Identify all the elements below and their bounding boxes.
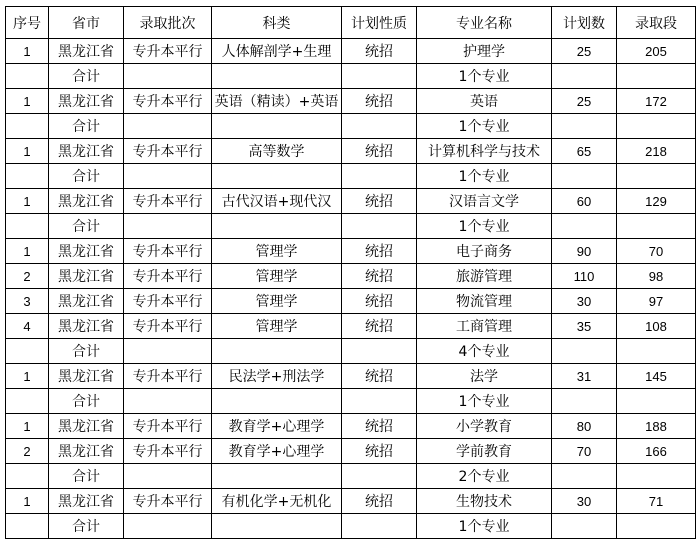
cell-major: 汉语言文学 (417, 189, 552, 214)
cell-plan-type: 统招 (342, 439, 417, 464)
empty-cell (212, 214, 342, 239)
cell-score: 108 (617, 314, 696, 339)
header-province: 省市 (49, 7, 124, 39)
cell-index: 1 (6, 489, 49, 514)
header-major: 专业名称 (417, 7, 552, 39)
empty-cell (552, 214, 617, 239)
cell-index: 1 (6, 139, 49, 164)
empty-cell (552, 64, 617, 89)
cell-subjects: 古代汉语+现代汉 (212, 189, 342, 214)
cell-subjects: 民法学+刑法学 (212, 364, 342, 389)
empty-cell (124, 214, 212, 239)
cell-batch: 专升本平行 (124, 239, 212, 264)
subtotal-major-count: 1个专业 (417, 64, 552, 89)
subtotal-row (6, 114, 696, 139)
cell-batch: 专升本平行 (124, 139, 212, 164)
cell-batch: 专升本平行 (124, 439, 212, 464)
cell-major: 护理学 (417, 39, 552, 64)
empty-cell (6, 164, 49, 189)
cell-index: 2 (6, 264, 49, 289)
empty-cell (617, 64, 696, 89)
cell-plan-count: 30 (552, 489, 617, 514)
subtotal-label: 合计 (49, 114, 124, 139)
cell-index: 1 (6, 414, 49, 439)
cell-index: 1 (6, 89, 49, 114)
subtotal-label: 合计 (49, 514, 124, 539)
subtotal-major-count: 4个专业 (417, 339, 552, 364)
cell-major: 电子商务 (417, 239, 552, 264)
cell-subjects: 管理学 (212, 264, 342, 289)
empty-cell (212, 464, 342, 489)
cell-score: 97 (617, 289, 696, 314)
subtotal-row (6, 164, 696, 189)
empty-cell (124, 164, 212, 189)
cell-batch: 专升本平行 (124, 289, 212, 314)
empty-cell (617, 464, 696, 489)
cell-province: 黑龙江省 (49, 489, 124, 514)
subtotal-label: 合计 (49, 164, 124, 189)
empty-cell (212, 339, 342, 364)
cell-province: 黑龙江省 (49, 414, 124, 439)
cell-major: 工商管理 (417, 314, 552, 339)
subtotal-label: 合计 (49, 214, 124, 239)
cell-index: 1 (6, 39, 49, 64)
subtotal-row (6, 464, 696, 489)
empty-cell (6, 214, 49, 239)
cell-plan-count: 31 (552, 364, 617, 389)
header-plan-count: 计划数 (552, 7, 617, 39)
empty-cell (6, 389, 49, 414)
cell-province: 黑龙江省 (49, 364, 124, 389)
subtotal-major-count: 1个专业 (417, 164, 552, 189)
subtotal-major-count: 1个专业 (417, 214, 552, 239)
empty-cell (552, 389, 617, 414)
cell-plan-count: 25 (552, 39, 617, 64)
cell-index: 3 (6, 289, 49, 314)
cell-index: 4 (6, 314, 49, 339)
cell-major: 旅游管理 (417, 264, 552, 289)
cell-subjects: 管理学 (212, 314, 342, 339)
table-row (6, 489, 696, 514)
empty-cell (342, 164, 417, 189)
empty-cell (617, 339, 696, 364)
header-score: 录取段 (617, 7, 696, 39)
subtotal-major-count: 1个专业 (417, 514, 552, 539)
header-subjects: 科类 (212, 7, 342, 39)
header-index: 序号 (6, 7, 49, 39)
cell-index: 1 (6, 189, 49, 214)
cell-plan-count: 35 (552, 314, 617, 339)
empty-cell (124, 64, 212, 89)
subtotal-label: 合计 (49, 464, 124, 489)
table-row (6, 289, 696, 314)
table-row (6, 314, 696, 339)
cell-plan-type: 统招 (342, 189, 417, 214)
cell-score: 98 (617, 264, 696, 289)
cell-major: 生物技术 (417, 489, 552, 514)
table-row (6, 189, 696, 214)
cell-subjects: 高等数学 (212, 139, 342, 164)
empty-cell (342, 389, 417, 414)
cell-province: 黑龙江省 (49, 189, 124, 214)
cell-plan-type: 统招 (342, 264, 417, 289)
empty-cell (6, 114, 49, 139)
table-row (6, 439, 696, 464)
header-batch: 录取批次 (124, 7, 212, 39)
cell-major: 物流管理 (417, 289, 552, 314)
cell-plan-type: 统招 (342, 39, 417, 64)
empty-cell (342, 64, 417, 89)
cell-batch: 专升本平行 (124, 189, 212, 214)
empty-cell (212, 64, 342, 89)
cell-batch: 专升本平行 (124, 364, 212, 389)
cell-batch: 专升本平行 (124, 39, 212, 64)
empty-cell (6, 64, 49, 89)
empty-cell (212, 164, 342, 189)
empty-cell (617, 389, 696, 414)
empty-cell (124, 339, 212, 364)
cell-score: 166 (617, 439, 696, 464)
cell-subjects: 管理学 (212, 289, 342, 314)
empty-cell (617, 114, 696, 139)
cell-plan-type: 统招 (342, 489, 417, 514)
empty-cell (124, 389, 212, 414)
cell-plan-type: 统招 (342, 414, 417, 439)
cell-province: 黑龙江省 (49, 39, 124, 64)
cell-index: 1 (6, 364, 49, 389)
cell-province: 黑龙江省 (49, 289, 124, 314)
empty-cell (6, 464, 49, 489)
empty-cell (124, 464, 212, 489)
subtotal-row (6, 339, 696, 364)
table-row (6, 89, 696, 114)
cell-batch: 专升本平行 (124, 89, 212, 114)
cell-score: 172 (617, 89, 696, 114)
empty-cell (212, 114, 342, 139)
cell-major: 小学教育 (417, 414, 552, 439)
cell-score: 188 (617, 414, 696, 439)
header-row (6, 7, 696, 39)
cell-major: 法学 (417, 364, 552, 389)
empty-cell (342, 339, 417, 364)
table-row (6, 364, 696, 389)
table-row (6, 239, 696, 264)
cell-plan-count: 30 (552, 289, 617, 314)
cell-plan-count: 25 (552, 89, 617, 114)
table-row (6, 139, 696, 164)
cell-subjects: 教育学+心理学 (212, 414, 342, 439)
empty-cell (552, 114, 617, 139)
subtotal-label: 合计 (49, 339, 124, 364)
cell-plan-type: 统招 (342, 289, 417, 314)
cell-plan-type: 统招 (342, 139, 417, 164)
cell-score: 70 (617, 239, 696, 264)
header-plan-type: 计划性质 (342, 7, 417, 39)
cell-index: 2 (6, 439, 49, 464)
cell-major: 计算机科学与技术 (417, 139, 552, 164)
admission-table (5, 6, 696, 539)
empty-cell (617, 164, 696, 189)
table-row (6, 414, 696, 439)
cell-index: 1 (6, 239, 49, 264)
subtotal-row (6, 389, 696, 414)
cell-province: 黑龙江省 (49, 264, 124, 289)
cell-province: 黑龙江省 (49, 89, 124, 114)
empty-cell (617, 214, 696, 239)
cell-major: 英语 (417, 89, 552, 114)
cell-province: 黑龙江省 (49, 439, 124, 464)
cell-plan-count: 90 (552, 239, 617, 264)
cell-score: 145 (617, 364, 696, 389)
cell-plan-type: 统招 (342, 239, 417, 264)
empty-cell (552, 164, 617, 189)
subtotal-major-count: 1个专业 (417, 389, 552, 414)
cell-score: 71 (617, 489, 696, 514)
subtotal-major-count: 2个专业 (417, 464, 552, 489)
cell-batch: 专升本平行 (124, 489, 212, 514)
cell-province: 黑龙江省 (49, 139, 124, 164)
cell-plan-count: 80 (552, 414, 617, 439)
empty-cell (212, 389, 342, 414)
subtotal-major-count: 1个专业 (417, 114, 552, 139)
empty-cell (552, 339, 617, 364)
cell-plan-type: 统招 (342, 314, 417, 339)
cell-plan-type: 统招 (342, 364, 417, 389)
cell-plan-count: 65 (552, 139, 617, 164)
cell-plan-count: 60 (552, 189, 617, 214)
cell-subjects: 教育学+心理学 (212, 439, 342, 464)
table-row (6, 39, 696, 64)
cell-subjects: 有机化学+无机化 (212, 489, 342, 514)
cell-batch: 专升本平行 (124, 314, 212, 339)
cell-plan-count: 110 (552, 264, 617, 289)
cell-province: 黑龙江省 (49, 239, 124, 264)
empty-cell (342, 114, 417, 139)
empty-cell (124, 114, 212, 139)
cell-batch: 专升本平行 (124, 264, 212, 289)
cell-batch: 专升本平行 (124, 414, 212, 439)
cell-plan-count: 70 (552, 439, 617, 464)
table-row (6, 264, 696, 289)
empty-cell (342, 464, 417, 489)
empty-cell (552, 464, 617, 489)
cell-subjects: 人体解剖学+生理 (212, 39, 342, 64)
empty-cell (342, 214, 417, 239)
cell-plan-type: 统招 (342, 89, 417, 114)
cell-score: 205 (617, 39, 696, 64)
subtotal-label: 合计 (49, 389, 124, 414)
subtotal-label: 合计 (49, 64, 124, 89)
cell-score: 129 (617, 189, 696, 214)
admission-table-container (5, 6, 696, 539)
subtotal-row (6, 64, 696, 89)
cell-subjects: 英语（精读）+英语 (212, 89, 342, 114)
cell-major: 学前教育 (417, 439, 552, 464)
cell-province: 黑龙江省 (49, 314, 124, 339)
subtotal-row (6, 214, 696, 239)
cell-subjects: 管理学 (212, 239, 342, 264)
cell-score: 218 (617, 139, 696, 164)
empty-cell (6, 339, 49, 364)
